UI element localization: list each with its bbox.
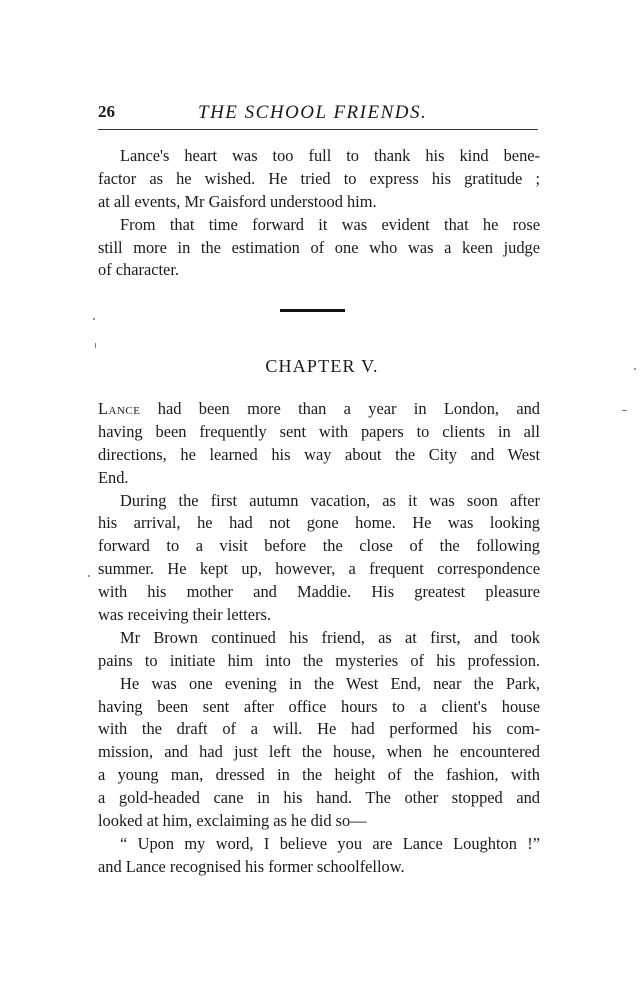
chapter-heading: CHAPTER V. <box>265 356 379 376</box>
text-line: of character. <box>98 260 179 280</box>
page-number: 26 <box>98 102 115 121</box>
text-line-rest: had been more than a year in London, and <box>140 399 540 418</box>
text-line: Mr Brown continued his friend, as at first, and took <box>120 627 540 647</box>
text-line: at all events, Mr Gaisford understood him. <box>98 191 377 211</box>
section-divider <box>280 309 345 312</box>
text-line: He was one evening in the West End, near the Park, <box>120 673 540 693</box>
text-line: pains to initiate him into the mysteries of his profession. <box>98 650 540 670</box>
text-line: was receiving their letters. <box>98 605 271 625</box>
text-line: mission, and had just left the house, when he encountered <box>98 742 540 762</box>
scan-speck <box>88 575 90 577</box>
text-line: his arrival, he had not gone home. He was looking <box>98 513 540 533</box>
text-line: still more in the estimation of one who was a keen judge <box>98 237 540 257</box>
text-line: with his mother and Maddie. His greatest pleasure <box>98 582 540 602</box>
scan-speck <box>95 343 96 348</box>
text-line: “ Upon my word, I believe you are Lance Loughton !” <box>120 833 540 853</box>
text-line: with the draft of a will. He had performed his com- <box>98 719 540 739</box>
chapter-body <box>98 398 540 879</box>
scan-speck <box>93 318 95 320</box>
text-line: summer. He kept up, however, a frequent correspondence <box>98 559 540 579</box>
text-line: From that time forward it was evident that he rose <box>120 214 540 234</box>
text-line: a gold-headed cane in his hand. The other stopped and <box>98 788 540 808</box>
text-line: factor as he wished. He tried to express his gratitude ; <box>98 168 540 188</box>
text-line: having been sent after office hours to a client's house <box>98 696 540 716</box>
text-line <box>98 398 540 421</box>
chapter-first-word: Lance <box>98 399 141 418</box>
page-header <box>98 100 538 128</box>
scan-speck <box>622 410 627 411</box>
text-line: End. <box>98 467 129 487</box>
text-line: directions, he learned his way about the City and West <box>98 444 540 464</box>
section-previous-chapter-end <box>98 145 540 282</box>
scan-speck <box>634 368 636 370</box>
text-line: and Lance recognised his former schoolfellow. <box>98 856 405 876</box>
text-line: During the first autumn vacation, as it was soon after <box>120 490 540 510</box>
text-line: a young man, dressed in the height of the fashion, with <box>98 765 540 785</box>
running-title: THE SCHOOL FRIENDS. <box>198 102 428 123</box>
text-line: Lance's heart was too full to thank his kind bene- <box>120 146 540 165</box>
text-line: forward to a visit before the close of the following <box>98 536 540 556</box>
text-line: having been frequently sent with papers to clients in all <box>98 421 540 441</box>
text-line: looked at him, exclaiming as he did so— <box>98 811 367 831</box>
header-rule <box>98 129 538 130</box>
